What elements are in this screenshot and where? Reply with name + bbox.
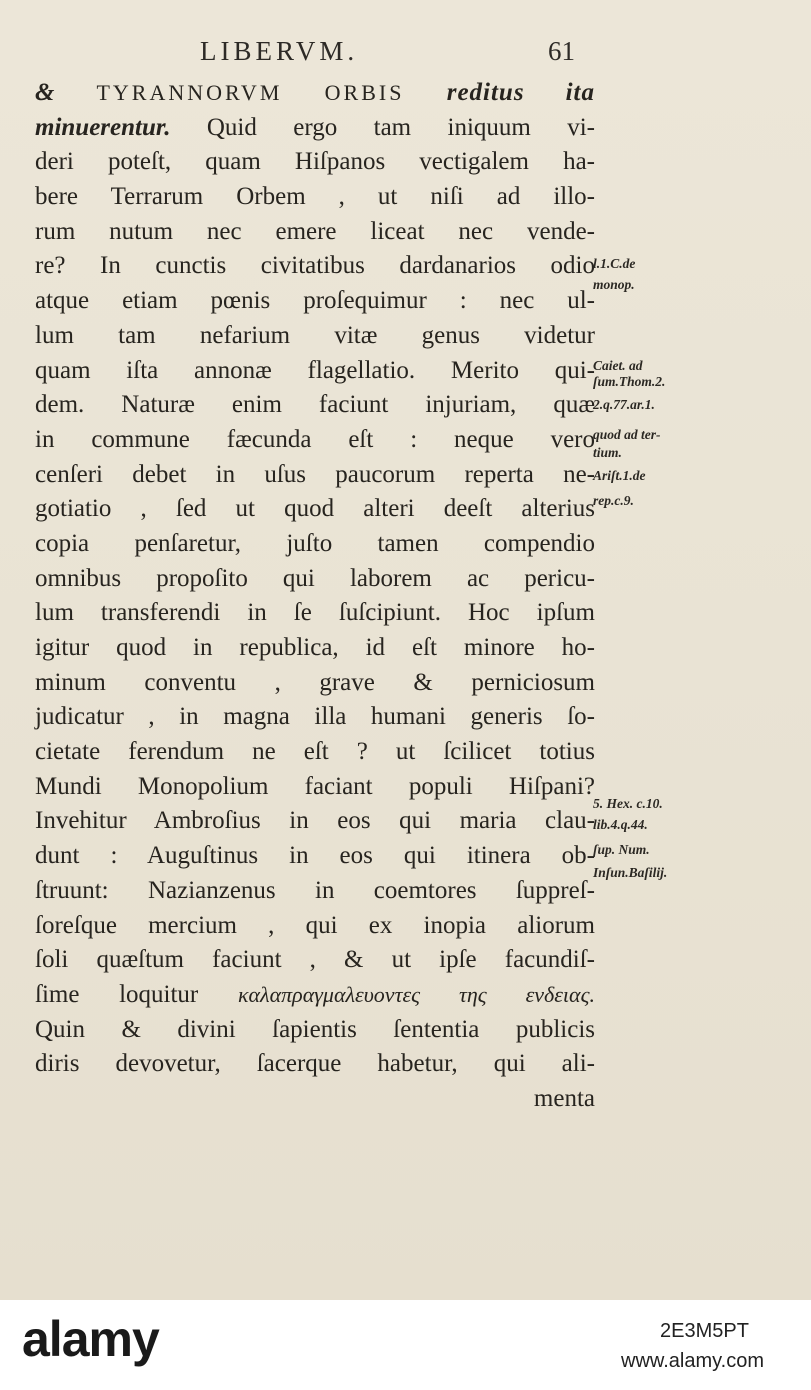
text-line: [35, 839, 595, 874]
text-line: [35, 284, 595, 319]
text-segment: minum conventu , grave & perniciosum: [35, 668, 595, 696]
text-segment: re? In cunctis civitatibus dardanarios odio: [35, 252, 595, 280]
margin-note: Caiet. ad: [593, 358, 643, 373]
text-segment: atque etiam pœnis proſequimur : nec ul-: [35, 287, 595, 315]
text-line: [35, 215, 595, 250]
margin-note: monop.: [593, 277, 635, 292]
text-line: [35, 492, 595, 527]
text-line: [35, 700, 595, 735]
stock-watermark-bar: [0, 1300, 811, 1390]
text-segment: TYRANNORVM ORBIS: [96, 80, 447, 105]
text-segment: Quin & divini ſapientis ſententia publicis: [35, 1015, 595, 1043]
margin-note: lib.4.q.44.: [593, 817, 648, 832]
text-line: [35, 354, 595, 389]
text-segment: ſime loquitur: [35, 980, 238, 1008]
text-line: [35, 111, 595, 146]
margin-note: 5. Hex. c.10.: [593, 796, 663, 811]
margin-note: ſum.Thom.2.: [593, 374, 666, 389]
text-line: [35, 596, 595, 631]
text-segment: omnibus propoſito qui laborem ac pericu-: [35, 564, 595, 592]
text-segment: dem. Naturæ enim faciunt injuriam, quæ: [35, 391, 595, 419]
text-line: [35, 562, 595, 597]
text-segment: dunt : Auguſtinus in eos qui itinera ob-: [35, 842, 595, 870]
text-line: [35, 180, 595, 215]
text-segment: deri poteſt, quam Hiſpanos vectigalem ha-: [35, 148, 595, 176]
margin-note: rep.c.9.: [593, 493, 634, 508]
text-line: [35, 527, 595, 562]
body-text: [35, 76, 595, 1117]
text-line: [35, 249, 595, 284]
text-line: [35, 666, 595, 701]
text-segment: menta: [533, 1084, 595, 1112]
alamy-logo: alamy: [22, 1311, 159, 1367]
text-segment: gotiatio , ſed ut quod alteri deeſt alterius: [35, 495, 595, 523]
text-line: [35, 319, 595, 354]
text-segment: Mundi Monopolium faciant populi Hiſpani?: [35, 772, 595, 800]
text-segment: minuerentur.: [35, 113, 207, 141]
text-segment: Invehitur Ambroſius in eos qui maria clau-: [35, 807, 595, 835]
image-id: 2E3M5PT: [660, 1320, 749, 1342]
text-line: [35, 874, 595, 909]
margin-note: ſup. Num.: [593, 842, 650, 857]
catchword: [35, 1082, 595, 1117]
text-segment: in commune fæcunda eſt : neque vero: [35, 425, 595, 453]
text-segment: cenſeri debet in uſus paucorum reperta ne-: [35, 460, 595, 488]
text-line: [35, 770, 595, 805]
text-segment: lum transferendi in ſe ſuſcipiunt. Hoc ipſum: [35, 599, 595, 627]
margin-note: Ariſt.1.de: [593, 468, 646, 483]
margin-note: l.1.C.de: [593, 256, 636, 271]
text-line: [35, 978, 595, 1013]
text-segment: Quid ergo tam iniquum vi-: [206, 113, 595, 141]
text-segment: ſtruunt: Nazianzenus in coemtores ſuppreſ-: [35, 876, 595, 904]
text-line: [35, 631, 595, 666]
text-segment: reditus ita: [446, 79, 595, 106]
text-line: [35, 423, 595, 458]
text-line: [35, 388, 595, 423]
text-segment: &: [35, 79, 97, 106]
watermark-url: www.alamy.com: [621, 1350, 764, 1372]
text-segment: igitur quod in republica, id eſt minore ho-: [35, 634, 595, 661]
margin-note: Inſun.Baſilij.: [593, 865, 668, 880]
margin-note: quod ad ter-: [593, 427, 661, 442]
text-line: [35, 458, 595, 493]
text-segment: quam iſta annonæ flagellatio. Merito qui-: [35, 356, 595, 384]
page-header: [0, 36, 811, 76]
text-line: [35, 1013, 595, 1048]
text-line: [35, 1047, 595, 1082]
text-segment: cietate ferendum ne eſt ? ut ſcilicet totius: [35, 738, 595, 766]
text-segment: copia penſaretur, juſto tamen compendio: [35, 529, 595, 557]
text-line: [35, 909, 595, 944]
text-line: [35, 76, 595, 111]
text-segment: rum nutum nec emere liceat nec vende-: [35, 217, 595, 245]
margin-note: 2.q.77.ar.1.: [593, 397, 655, 412]
text-segment: judicatur , in magna illa humani generis ſo-: [35, 703, 595, 731]
text-segment: καλαπραγμαλευοντες της ενδειας.: [237, 981, 595, 1007]
margin-note: tium.: [593, 445, 622, 460]
running-title: LIBERVM.: [200, 36, 359, 66]
text-line: [35, 145, 595, 180]
text-line: [35, 735, 595, 770]
text-line: [35, 804, 595, 839]
page-number: 61: [548, 36, 575, 66]
text-segment: ſoreſque mercium , qui ex inopia aliorum: [35, 911, 595, 939]
text-segment: lum tam nefarium vitæ genus videtur: [35, 321, 595, 349]
text-segment: bere Terrarum Orbem , ut niſi ad illo-: [35, 183, 595, 211]
text-line: [35, 943, 595, 978]
text-segment: ſoli quæſtum faciunt , & ut ipſe facundiſ-: [35, 946, 595, 974]
text-segment: diris devovetur, ſacerque habetur, qui ali-: [35, 1050, 595, 1078]
